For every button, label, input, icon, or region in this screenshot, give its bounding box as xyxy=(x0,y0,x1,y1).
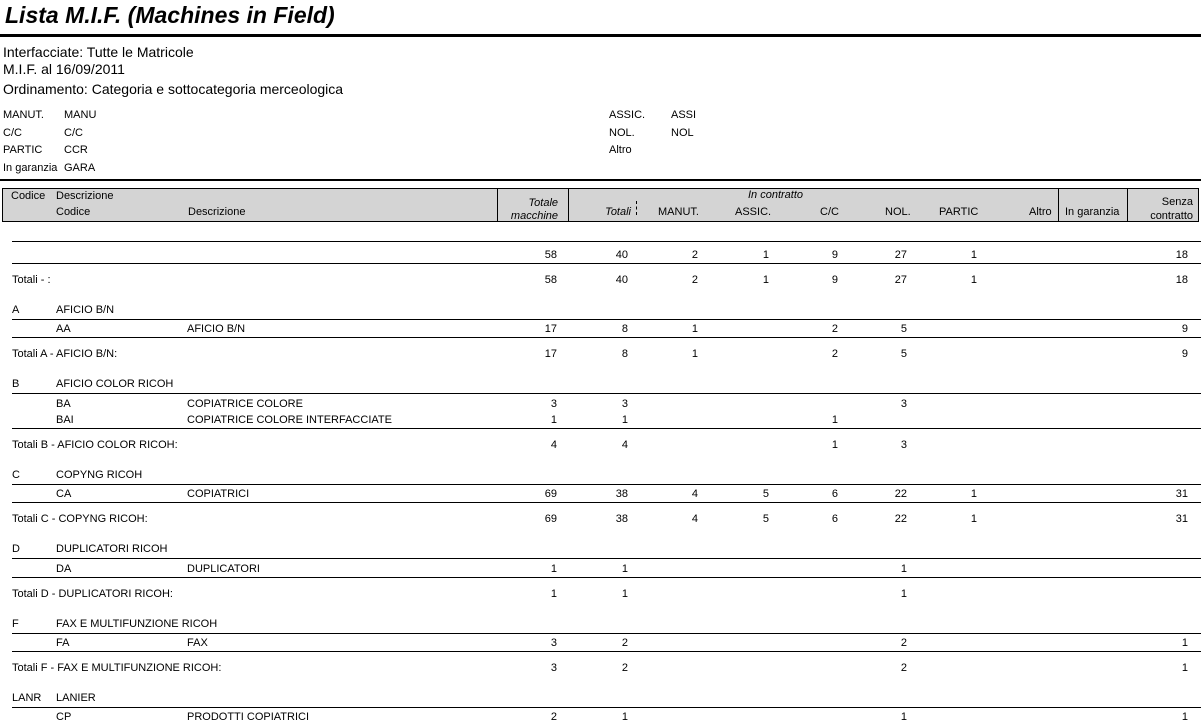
row-rule xyxy=(12,337,1201,338)
header-totale: Totale xyxy=(528,197,558,209)
item-description: COPIATRICE COLORE xyxy=(187,398,303,410)
category-name: DUPLICATORI RICOH xyxy=(56,543,168,555)
total-label: Totali A - AFICIO B/N: xyxy=(12,348,118,360)
table-cell: 9 xyxy=(831,274,838,286)
header-divider xyxy=(568,189,569,221)
item-code: BAI xyxy=(56,414,74,426)
table-cell: 5 xyxy=(900,323,907,335)
table-cell: 4 xyxy=(691,488,698,500)
row-rule xyxy=(12,651,1201,652)
category-code: B xyxy=(12,378,20,390)
category-code: F xyxy=(12,618,19,630)
table-cell: 1 xyxy=(762,249,769,261)
table-cell: 1 xyxy=(900,563,907,575)
category-rule xyxy=(12,484,1201,485)
table-cell: 1 xyxy=(831,414,838,426)
table-cell: 4 xyxy=(621,439,628,451)
header-in-garanzia: In garanzia xyxy=(1065,206,1120,218)
table-cell: 5 xyxy=(900,348,907,360)
total-label: Totali C - COPYNG RICOH: xyxy=(12,513,148,525)
table-cell: 27 xyxy=(894,249,907,261)
table-cell: 1 xyxy=(621,414,628,426)
header-divider xyxy=(1058,189,1059,221)
table-cell: 6 xyxy=(831,513,838,525)
table-cell: 69 xyxy=(544,488,557,500)
header-divider xyxy=(1127,189,1128,221)
table-cell: 1 xyxy=(1181,662,1188,674)
legend-rule xyxy=(0,179,1201,181)
table-cell: 1 xyxy=(1181,637,1188,649)
table-cell: 9 xyxy=(1181,323,1188,335)
table-cell: 3 xyxy=(550,637,557,649)
item-code: CP xyxy=(56,711,72,723)
category-name: AFICIO COLOR RICOH xyxy=(56,378,174,390)
header-cc: C/C xyxy=(820,206,839,218)
table-cell: 2 xyxy=(831,348,838,360)
table-cell: 58 xyxy=(544,249,557,261)
row-rule xyxy=(12,263,1201,264)
header-totali: Totali xyxy=(605,206,631,218)
table-cell: 38 xyxy=(615,488,628,500)
table-cell: 1 xyxy=(970,249,977,261)
legend-value: C/C xyxy=(64,127,83,139)
item-code: DA xyxy=(56,563,72,575)
table-cell: 18 xyxy=(1175,274,1188,286)
legend-code: PARTIC xyxy=(3,144,43,156)
table-header xyxy=(2,188,1199,222)
header-sub-descrizione: Descrizione xyxy=(188,206,246,218)
legend-code: Altro xyxy=(609,144,632,156)
table-cell: 9 xyxy=(1181,348,1188,360)
header-senza: Senza xyxy=(1161,196,1193,208)
table-cell: 1 xyxy=(621,711,628,723)
table-cell: 3 xyxy=(621,398,628,410)
item-description: AFICIO B/N xyxy=(187,323,246,335)
row-rule xyxy=(12,241,1201,242)
table-cell: 1 xyxy=(970,274,977,286)
total-label: Totali D - DUPLICATORI RICOH: xyxy=(12,588,173,600)
category-rule xyxy=(12,319,1201,320)
category-name: AFICIO B/N xyxy=(56,304,115,316)
info-interfacciate: Interfacciate: Tutte le Matricole xyxy=(3,44,194,60)
header-in-contratto: In contratto xyxy=(748,189,804,201)
item-description: FAX xyxy=(187,637,208,649)
table-cell: 2 xyxy=(621,662,628,674)
table-cell: 1 xyxy=(1181,711,1188,723)
table-cell: 1 xyxy=(550,414,557,426)
category-rule xyxy=(12,558,1201,559)
header-descrizione: Descrizione xyxy=(56,190,114,202)
table-cell: 38 xyxy=(615,513,628,525)
table-cell: 22 xyxy=(894,488,907,500)
table-cell: 40 xyxy=(615,274,628,286)
table-cell: 1 xyxy=(831,439,838,451)
header-assic: ASSIC. xyxy=(735,206,772,218)
header-partic: PARTIC xyxy=(939,206,979,218)
legend-value: NOL xyxy=(671,127,694,139)
legend-value: CCR xyxy=(64,144,88,156)
table-cell: 69 xyxy=(544,513,557,525)
item-description: DUPLICATORI xyxy=(187,563,260,575)
item-code: BA xyxy=(56,398,71,410)
table-cell: 31 xyxy=(1175,513,1188,525)
legend-value: GARA xyxy=(64,162,96,174)
header-sub-codice: Codice xyxy=(56,206,91,218)
table-cell: 1 xyxy=(621,563,628,575)
item-code: FA xyxy=(56,637,70,649)
table-cell: 1 xyxy=(900,711,907,723)
category-code: LANR xyxy=(12,692,42,704)
table-cell: 4 xyxy=(550,439,557,451)
info-ordinamento: Ordinamento: Categoria e sottocategoria merceologica xyxy=(3,81,344,97)
header-manut: MANUT. xyxy=(658,206,699,218)
row-rule xyxy=(12,428,1201,429)
table-cell: 58 xyxy=(544,274,557,286)
header-altro: Altro xyxy=(1029,206,1052,218)
table-cell: 17 xyxy=(544,348,557,360)
table-cell: 1 xyxy=(550,588,557,600)
table-cell: 2 xyxy=(900,662,907,674)
table-cell: 3 xyxy=(550,398,557,410)
legend-value: ASSI xyxy=(671,109,697,121)
table-cell: 1 xyxy=(691,323,698,335)
header-dash xyxy=(636,201,638,215)
legend-code: NOL. xyxy=(609,127,635,139)
category-name: FAX E MULTIFUNZIONE RICOH xyxy=(56,618,218,630)
table-cell: 8 xyxy=(621,348,628,360)
table-cell: 2 xyxy=(831,323,838,335)
table-cell: 1 xyxy=(970,488,977,500)
total-label: Totali B - AFICIO COLOR RICOH: xyxy=(12,439,178,451)
info-mif-date: M.I.F. al 16/09/2011 xyxy=(3,61,125,77)
table-cell: 5 xyxy=(762,488,769,500)
table-cell: 1 xyxy=(550,563,557,575)
item-code: AA xyxy=(56,323,71,335)
table-cell: 3 xyxy=(900,439,907,451)
table-cell: 6 xyxy=(831,488,838,500)
item-description: COPIATRICI xyxy=(187,488,250,500)
legend-code: MANUT. xyxy=(3,109,44,121)
category-rule xyxy=(12,707,1201,708)
table-cell: 1 xyxy=(621,588,628,600)
title-rule xyxy=(0,34,1201,37)
category-rule xyxy=(12,633,1201,634)
table-cell: 2 xyxy=(550,711,557,723)
table-cell: 1 xyxy=(762,274,769,286)
row-rule xyxy=(12,577,1201,578)
category-code: A xyxy=(12,304,20,316)
row-rule xyxy=(12,502,1201,503)
table-cell: 31 xyxy=(1175,488,1188,500)
table-cell: 18 xyxy=(1175,249,1188,261)
table-cell: 2 xyxy=(621,637,628,649)
category-rule xyxy=(12,393,1201,394)
item-description: PRODOTTI COPIATRICI xyxy=(187,711,310,723)
legend-code: C/C xyxy=(3,127,22,139)
legend-value: MANU xyxy=(64,109,97,121)
header-codice: Codice xyxy=(11,190,46,202)
header-macchine: macchine xyxy=(510,210,558,222)
legend-code: ASSIC. xyxy=(609,109,646,121)
item-description: COPIATRICE COLORE INTERFACCIATE xyxy=(187,414,392,426)
table-cell: 4 xyxy=(691,513,698,525)
table-cell: 1 xyxy=(900,588,907,600)
table-cell: 9 xyxy=(831,249,838,261)
table-cell: 17 xyxy=(544,323,557,335)
table-cell: 1 xyxy=(691,348,698,360)
table-cell: 2 xyxy=(900,637,907,649)
header-divider xyxy=(497,189,498,221)
table-cell: 1 xyxy=(970,513,977,525)
legend-code: In garanzia xyxy=(3,162,58,174)
item-code: CA xyxy=(56,488,72,500)
table-cell: 5 xyxy=(762,513,769,525)
table-cell: 40 xyxy=(615,249,628,261)
category-code: D xyxy=(12,543,20,555)
table-cell: 3 xyxy=(900,398,907,410)
header-contratto: contratto xyxy=(1150,210,1193,222)
total-label: Totali - : xyxy=(12,274,51,286)
total-label: Totali F - FAX E MULTIFUNZIONE RICOH: xyxy=(12,662,222,674)
header-nol: NOL. xyxy=(885,206,911,218)
category-name: COPYNG RICOH xyxy=(56,469,143,481)
table-cell: 3 xyxy=(550,662,557,674)
report-title: Lista M.I.F. (Machines in Field) xyxy=(5,2,335,28)
table-cell: 22 xyxy=(894,513,907,525)
category-name: LANIER xyxy=(56,692,96,704)
table-cell: 2 xyxy=(691,249,698,261)
table-cell: 8 xyxy=(621,323,628,335)
table-cell: 27 xyxy=(894,274,907,286)
category-code: C xyxy=(12,469,20,481)
table-cell: 2 xyxy=(691,274,698,286)
